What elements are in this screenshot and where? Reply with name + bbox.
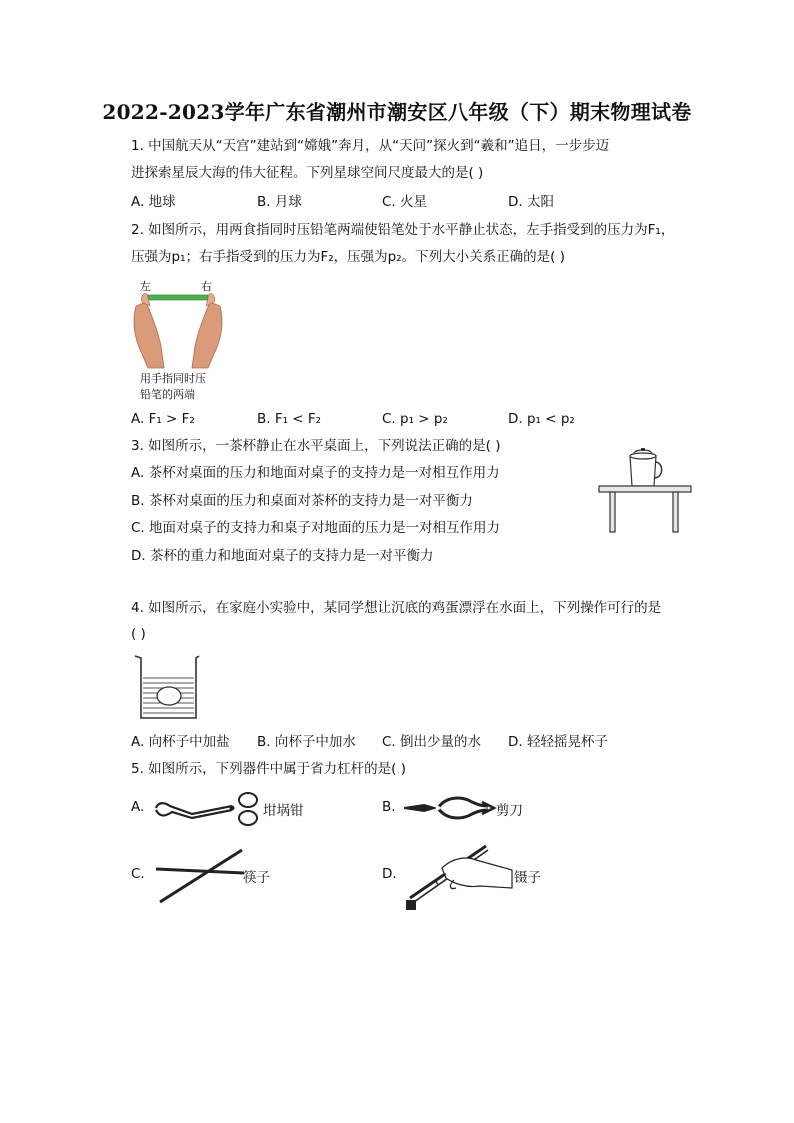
page-title: 2022-2023学年广东省潮州市潮安区八年级（下）期末物理试卷 <box>102 100 692 124</box>
q1-option-c: C. 火星 <box>382 194 428 210</box>
tweezers-hand-icon <box>402 838 514 914</box>
pencil-hands-illustration <box>128 276 228 371</box>
q2-option-c: C. p₁ > p₂ <box>382 411 448 427</box>
q2-stem-line2: 压强为p₁；右手指受到的压力为F₂，压强为p₂。下列大小关系正确的是( ) <box>131 249 565 265</box>
crucible-tongs-icon <box>152 788 264 828</box>
q5-option-c-label: 筷子 <box>243 870 270 886</box>
q4-option-a: A. 向杯子中加盐 <box>131 734 230 750</box>
pencil-fingers-figure <box>128 276 228 401</box>
q4-option-b: B. 向杯子中加水 <box>257 734 356 750</box>
q3-stem: 3. 如图所示，一茶杯静止在水平桌面上，下列说法正确的是( ) <box>131 438 501 454</box>
q2-option-a: A. F₁ > F₂ <box>131 411 195 427</box>
q5-option-b-letter: B. <box>382 799 396 815</box>
q4-option-d: D. 轻轻摇晃杯子 <box>508 734 608 750</box>
q4-stem-line1: 4. 如图所示，在家庭小实验中，某同学想让沉底的鸡蛋漂浮在水面上，下列操作可行的是 <box>131 600 662 616</box>
q1-option-a: A. 地球 <box>131 194 176 210</box>
q3-option-a: A. 茶杯对桌面的压力和地面对桌子的支持力是一对相互作用力 <box>131 465 500 481</box>
q5-stem: 5. 如图所示，下列器件中属于省力杠杆的是( ) <box>131 761 406 777</box>
egg-in-beaker-figure <box>133 652 203 722</box>
q3-option-c: C. 地面对桌子的支持力和桌子对地面的压力是一对相互作用力 <box>131 520 501 536</box>
q1-stem-line2: 进探索星辰大海的伟大征程。下列星球空间尺度最大的是( ) <box>131 165 484 181</box>
q1-stem-line1: 1. 中国航天从“天宫”建站到“嫦娥”奔月，从“天问”探火到“羲和”追日，一步步迈 <box>131 138 610 154</box>
q5-option-c-letter: C. <box>131 866 145 882</box>
q5-option-a-letter: A. <box>131 799 145 815</box>
q3-option-b: B. 茶杯对桌面的压力和桌面对茶杯的支持力是一对平衡力 <box>131 493 473 509</box>
q2-option-d: D. p₁ < p₂ <box>508 411 575 427</box>
fig-caption-line1: 用手指同时压 <box>140 372 206 385</box>
q1-option-d: D. 太阳 <box>508 194 554 210</box>
q4-stem-line2: ( ) <box>131 626 146 642</box>
q1-option-b: B. 月球 <box>257 194 302 210</box>
q4-option-c: C. 倒出少量的水 <box>382 734 482 750</box>
q5-option-b-label: 剪刀 <box>496 803 523 819</box>
fig-left-label: 左 <box>140 280 151 293</box>
q5-option-d-letter: D. <box>382 866 397 882</box>
fig-caption-line2: 铅笔的两端 <box>140 388 195 401</box>
fig-right-label: 右 <box>201 280 212 293</box>
scissors-icon <box>402 792 498 824</box>
cup-on-table-figure <box>596 442 694 534</box>
q5-option-d-label: 镊子 <box>514 870 541 886</box>
q3-option-d: D. 茶杯的重力和地面对桌子的支持力是一对平衡力 <box>131 548 434 564</box>
q2-stem-line1: 2. 如图所示，用两食指同时压铅笔两端使铅笔处于水平静止状态，左手指受到的压力为F₁， <box>131 222 675 238</box>
q2-option-b: B. F₁ < F₂ <box>257 411 322 427</box>
chopsticks-icon <box>152 846 246 904</box>
q5-option-a-label: 坩埚钳 <box>263 803 304 819</box>
